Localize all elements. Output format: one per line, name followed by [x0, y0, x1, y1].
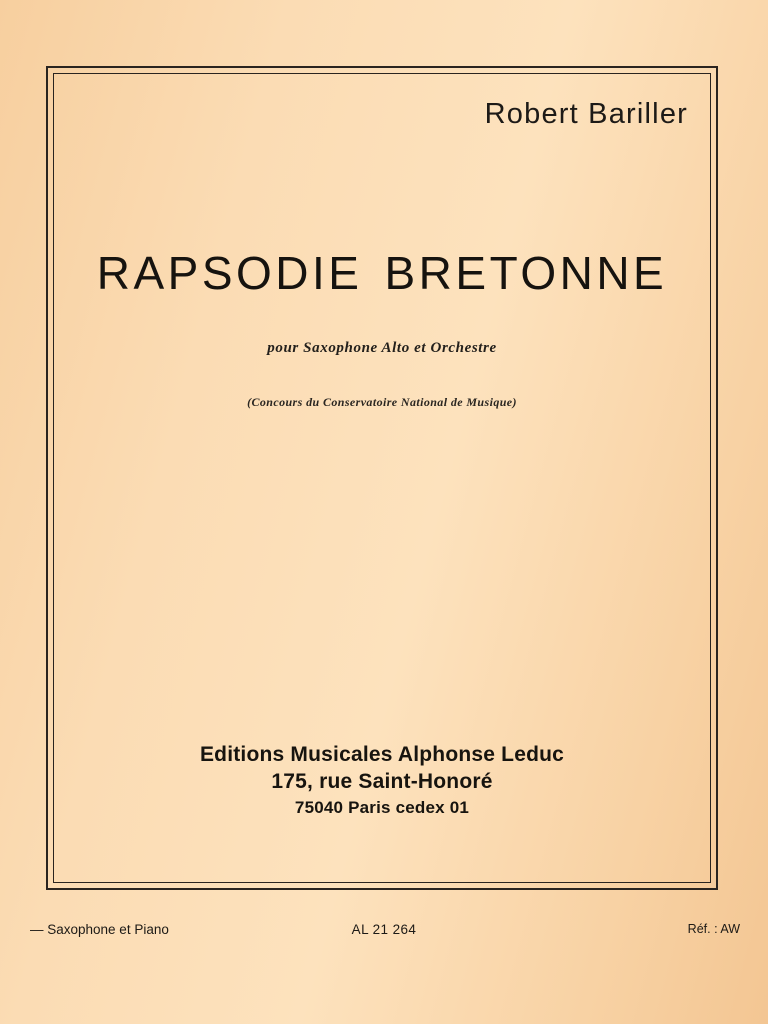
publisher-block [48, 741, 716, 820]
publisher-city: 75040 Paris cedex 01 [294, 798, 470, 818]
page-footer [24, 922, 744, 944]
title-word-1: RAPSODIE [96, 247, 363, 299]
footer-instrumentation: — Saxophone et Piano [30, 922, 169, 937]
publisher-street: 175, rue Saint-Honoré [271, 770, 493, 794]
footer-catalog-number: AL 21 264 [351, 922, 417, 937]
instrumentation-subtitle: pour Saxophone Alto et Orchestre [267, 340, 497, 356]
page-title [48, 246, 716, 300]
contest-note: (Concours du Conservatoire National de Musique) [247, 395, 517, 409]
cover-border-frame [46, 66, 718, 890]
composer-name: Robert Bariller [484, 98, 688, 130]
title-word-2: BRETONNE [384, 247, 668, 299]
footer-reference: Réf. : AW [687, 922, 740, 936]
publisher-name: Editions Musicales Alphonse Leduc [199, 742, 565, 766]
